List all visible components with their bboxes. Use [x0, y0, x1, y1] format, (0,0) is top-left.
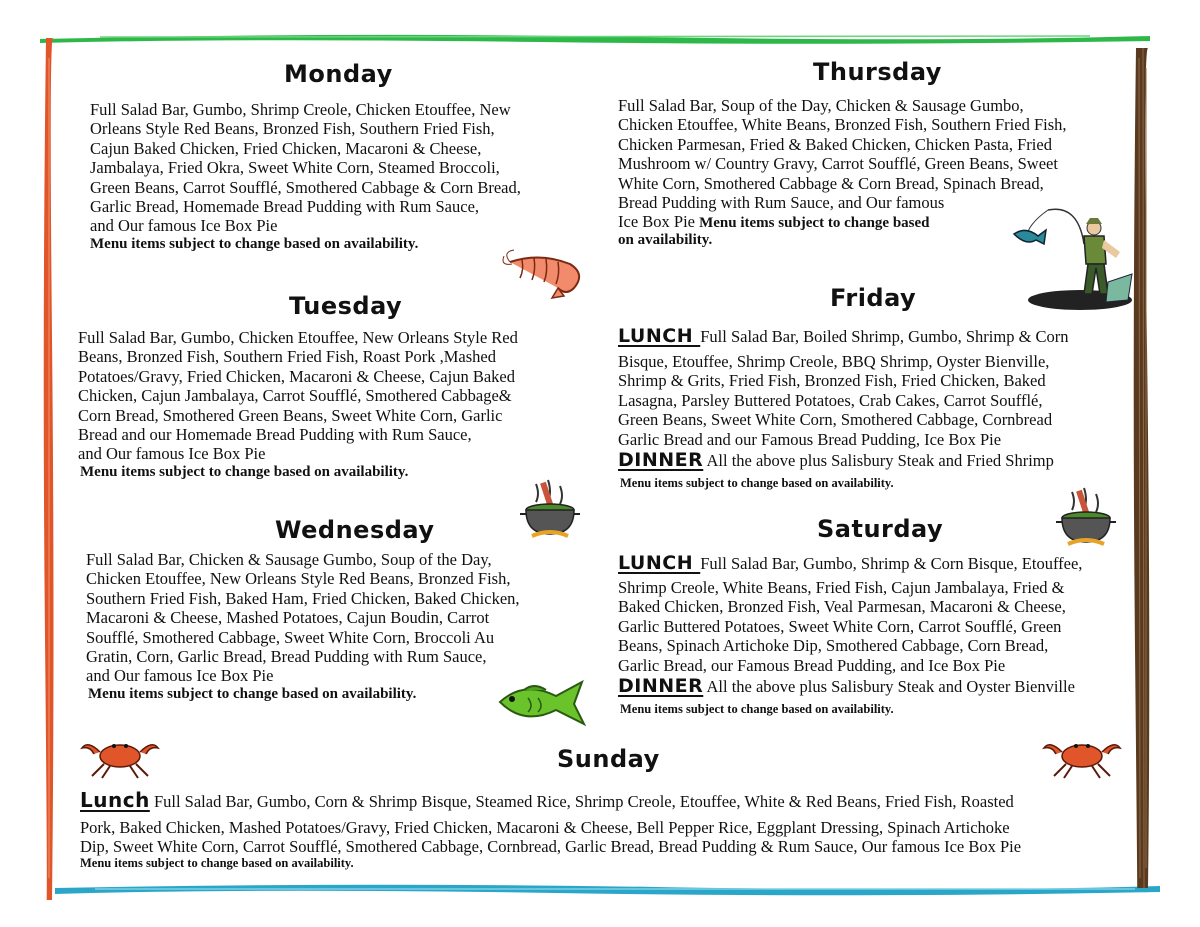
saturday-dinner-text: All the above plus Salisbury Steak and Oyster Bienville: [706, 677, 1075, 696]
monday-menu-items: Full Salad Bar, Gumbo, Shrimp Creole, Chicken Etouffee, New Orleans Style Red Beans, Bronzed Fish, Southern Fried Fish, Cajun Baked Chicken, Fried Chicken, Macaroni & Cheese, Jambalaya, Fried Okra, Sweet White Corn, Steamed Broccoli, Green Beans, Carrot Soufflé, Smothered Cabbage & Corn Bread, Garlic Bread, Homemade Bread Pudding with Rum Sauce, and Our famous Ice Box Pie: [90, 100, 521, 236]
friday-dinner-text: All the above plus Salisbury Steak and Fried Shrimp: [706, 451, 1054, 470]
saturday-lunch-first-line: [618, 552, 1082, 574]
friday-title: Friday: [830, 284, 917, 312]
tuesday-title: Tuesday: [289, 292, 403, 320]
saturday-title: Saturday: [817, 515, 944, 543]
saturday-dinner-line: [618, 675, 1075, 697]
wednesday-title: Wednesday: [275, 516, 435, 544]
friday-dinner-label: DINNER: [618, 449, 704, 471]
thursday-menu-items: Full Salad Bar, Soup of the Day, Chicken & Sausage Gumbo, Chicken Etouffee, White Beans, Bronzed Fish, Southern Fried Fish, Chicken Parmesan, Fried & Baked Chicken, Chicken Pasta, Fried Mushroom w/ Country Gravy, Carrot Soufflé, Green Beans, Sweet White Corn, Smothered Cabbage & Corn Bread, Spinach Bread, Bread Pudding with Rum Sauce, and Our famous: [618, 96, 1067, 213]
friday-availability-note: Menu items subject to change based on availability.: [620, 476, 894, 490]
friday-lunch-label: LUNCH: [618, 325, 701, 347]
top-border-stroke: [40, 30, 1150, 48]
saturday-lunch-items: Shrimp Creole, White Beans, Fried Fish, Cajun Jambalaya, Fried & Baked Chicken, Bronzed Fish, Veal Parmesan, Macaroni & Cheese, Garlic Buttered Potatoes, Sweet White Corn, Carrot Soufflé, Green Beans, Spinach Artichoke Dip, Smothered Cabbage, Corn Bread, Garlic Bread, our Famous Bread Pudding, and Ice Box Pie: [618, 578, 1066, 675]
bottom-border-stroke: [55, 878, 1160, 900]
crab-icon: [1042, 734, 1122, 780]
friday-lunch-items: Bisque, Etouffee, Shrimp Creole, BBQ Shrimp, Oyster Bienville, Shrimp & Grits, Fried Fish, Bronzed Fish, Fried Chicken, Baked Lasagna, Parsley Buttered Potatoes, Crab Cakes, Carrot Soufflé, Green Beans, Sweet White Corn, Smothered Cabbage, Cornbread Garlic Bread and our Famous Bread Pudding, Ice Box Pie: [618, 352, 1053, 449]
friday-dinner-line: [618, 449, 1054, 471]
saturday-lunch-label: LUNCH: [618, 552, 701, 574]
sunday-availability-note: Menu items subject to change based on availability.: [80, 856, 354, 870]
saturday-dinner-label: DINNER: [618, 675, 704, 697]
sunday-lunch-label: Lunch: [80, 788, 150, 812]
gumbo-pot-icon: [1054, 486, 1118, 548]
tuesday-menu-items: Full Salad Bar, Gumbo, Chicken Etouffee, New Orleans Style Red Beans, Bronzed Fish, Southern Fried Fish, Roast Pork ,Mashed Potatoes/Gravy, Fried Chicken, Macaroni & Cheese, Cajun Baked Chicken, Cajun Jambalaya, Carrot Soufflé, Smothered Cabbage& Corn Bread, Smothered Green Beans, Sweet White Corn, Garlic Bread and our Homemade Bread Pudding with Rum Sauce, and Our famous Ice Box Pie: [78, 328, 518, 464]
thursday-title: Thursday: [813, 58, 942, 86]
shrimp-icon: [500, 248, 588, 300]
tuesday-availability-note: Menu items subject to change based on availability.: [80, 464, 409, 480]
right-border-stroke: [1130, 48, 1154, 888]
monday-availability-note: Menu items subject to change based on availability.: [90, 236, 419, 252]
fish-icon: [494, 676, 590, 730]
thursday-last-line: [618, 212, 930, 232]
sunday-lunch-first: Full Salad Bar, Gumbo, Corn & Shrimp Bisque, Steamed Rice, Shrimp Creole, Etouffee, White & Red Beans, Fried Fish, Roasted: [153, 792, 1014, 811]
wednesday-availability-note: Menu items subject to change based on availability.: [88, 686, 417, 702]
thursday-last-item: Ice Box Pie: [618, 212, 695, 231]
fisherman-icon: [1008, 204, 1134, 316]
friday-lunch-first-line: [618, 325, 1069, 347]
sunday-lunch-first-line: [80, 788, 1014, 812]
crab-icon: [80, 734, 160, 780]
saturday-lunch-first: Full Salad Bar, Gumbo, Shrimp & Corn Bisque, Etouffee,: [700, 554, 1083, 573]
saturday-availability-note: Menu items subject to change based on availability.: [620, 702, 894, 716]
monday-title: Monday: [284, 60, 393, 88]
thursday-availability-note: Menu items subject to change based: [699, 215, 930, 231]
sunday-title: Sunday: [557, 745, 660, 773]
left-border-stroke: [40, 38, 58, 900]
friday-lunch-first: Full Salad Bar, Boiled Shrimp, Gumbo, Shrimp & Corn: [700, 327, 1069, 346]
sunday-lunch-items: Pork, Baked Chicken, Mashed Potatoes/Gravy, Fried Chicken, Macaroni & Cheese, Bell Pepper Rice, Eggplant Dressing, Spinach Artichoke Dip, Sweet White Corn, Carrot Soufflé, Smothered Cabbage, Cornbread, Garlic Bread, Bread Pudding & Rum Sauce, Our famous Ice Box Pie: [80, 818, 1022, 857]
gumbo-pot-icon: [518, 478, 582, 540]
thursday-availability-note-end: on availability.: [618, 232, 713, 248]
wednesday-menu-items: Full Salad Bar, Chicken & Sausage Gumbo, Soup of the Day, Chicken Etouffee, New Orleans Style Red Beans, Bronzed Fish, Southern Fried Fish, Baked Ham, Fried Chicken, Baked Chicken, Macaroni & Cheese, Mashed Potatoes, Cajun Boudin, Carrot Soufflé, Smothered Cabbage, Sweet White Corn, Broccoli Au Gratin, Corn, Garlic Bread, Bread Pudding with Rum Sauce, and Our famous Ice Box Pie: [86, 550, 520, 686]
